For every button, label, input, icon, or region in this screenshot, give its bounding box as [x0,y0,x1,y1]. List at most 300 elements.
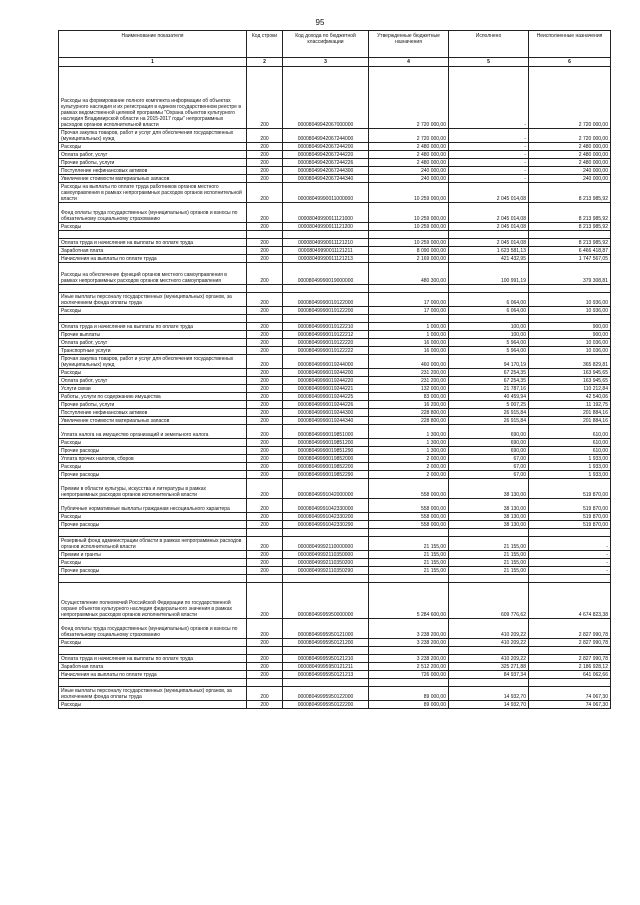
row-line-code: 200 [247,323,283,331]
spacer-cell [247,647,283,655]
row-approved: 2 000,00 [369,471,449,479]
row-line-code: 200 [247,499,283,513]
table-row [59,513,611,521]
spacer-row [59,575,611,583]
spacer-row [59,231,611,239]
spacer-cell [369,231,449,239]
row-executed: 5 964,00 [449,339,529,347]
table-row [59,331,611,339]
spacer-cell [449,529,529,537]
row-unexecuted: 240 000,00 [529,167,611,175]
row-unexecuted: - [529,567,611,575]
spacer-cell [529,679,611,687]
row-classification-code: 00008049990011121200 [283,223,369,231]
table-row [59,167,611,175]
row-line-code: 200 [247,671,283,679]
row-name: Расходы на формирование полного комплекта информации об объектах культурного наследия и их регистрация в едином государственном реестре в рамках ведомственной целевой программы "Охрана объектов культурного наследия Владимирской области на 2015-2017 годы" непрограммных расходов органов исполнительной власти [59,67,247,129]
row-executed: 67 254,35 [449,377,529,385]
row-classification-code: 00008049990019122212 [283,331,369,339]
column-number: 2 [247,58,283,67]
row-line-code: 200 [247,203,283,223]
header-indicator-name: Наименование показателя [59,31,247,58]
row-executed: 38 130,00 [449,513,529,521]
row-classification-code: 00008049942067244340 [283,175,369,183]
row-line-code: 200 [247,479,283,499]
row-unexecuted: 1 933,00 [529,463,611,471]
row-executed: 38 130,00 [449,479,529,499]
row-classification-code: 00008049942067244200 [283,143,369,151]
row-name: Оплата труда и начисления на выплаты по оплате труда [59,239,247,247]
column-number: 5 [449,58,529,67]
row-classification-code: 00008049995950121210 [283,655,369,663]
row-unexecuted: 2 480 000,00 [529,143,611,151]
table-row [59,247,611,255]
row-approved: 558 000,00 [369,513,449,521]
row-classification-code: 00008049990011121000 [283,203,369,223]
row-line-code: 200 [247,167,283,175]
row-line-code: 200 [247,701,283,709]
row-line-code: 200 [247,393,283,401]
row-classification-code: 00008049990019244220 [283,377,369,385]
row-name: Прочие работы, услуги [59,401,247,409]
table-row [59,687,611,701]
row-line-code: 200 [247,513,283,521]
row-classification-code: 00008049995950122000 [283,687,369,701]
row-approved: 2 480 000,00 [369,143,449,151]
row-unexecuted: 379 308,81 [529,263,611,285]
row-executed: 84 937,34 [449,671,529,679]
spacer-cell [59,679,247,687]
row-approved: 10 259 000,00 [369,203,449,223]
row-classification-code: 00008049995950121213 [283,671,369,679]
row-unexecuted: 8 213 985,92 [529,239,611,247]
row-executed: 38 130,00 [449,499,529,513]
row-unexecuted: 2 720 000,00 [529,129,611,143]
row-name: Премии в области культуры, искусства и литературы в рамках непрограммных расходов органов исполнительной власти [59,479,247,499]
row-executed: 2 045 014,08 [449,203,529,223]
row-line-code: 200 [247,151,283,159]
row-approved: 3 238 200,00 [369,655,449,663]
row-classification-code: 00008049990019122200 [283,307,369,315]
spacer-cell [529,315,611,323]
row-classification-code: 00008049991042330000 [283,499,369,513]
row-line-code: 200 [247,293,283,307]
row-unexecuted: 2 480 000,00 [529,151,611,159]
spacer-cell [283,315,369,323]
row-unexecuted: 519 870,00 [529,479,611,499]
table-row [59,223,611,231]
row-executed: 38 130,00 [449,521,529,529]
row-line-code: 200 [247,129,283,143]
row-executed: 21 155,00 [449,551,529,559]
row-approved: 2 720 000,00 [369,67,449,129]
table-row [59,479,611,499]
table-row [59,567,611,575]
row-classification-code: 00008049991042000000 [283,479,369,499]
row-executed: 2 045 014,08 [449,183,529,203]
row-unexecuted: 1 933,00 [529,471,611,479]
row-classification-code: 00008049992110000000 [283,537,369,551]
row-name: Услуги связи [59,385,247,393]
row-name: Осуществление полномочий Российской Федерации по государственной охране объектов культурного наследия федерального значения в рамках непрограммных расходов органов исполнительной власти [59,583,247,619]
row-approved: 1 300,00 [369,439,449,447]
table-row [59,151,611,159]
spacer-cell [449,575,529,583]
row-classification-code: 00008049991042330200 [283,513,369,521]
spacer-cell [283,529,369,537]
row-approved: 726 000,00 [369,671,449,679]
row-line-code: 200 [247,537,283,551]
row-executed: 21 155,00 [449,559,529,567]
table-row [59,323,611,331]
row-unexecuted: 641 062,66 [529,671,611,679]
spacer-cell [247,679,283,687]
spacer-cell [247,575,283,583]
header-unexecuted: Неисполненные назначения [529,31,611,58]
row-line-code: 200 [247,67,283,129]
spacer-cell [283,231,369,239]
row-name: Расходы [59,143,247,151]
row-executed: 26 915,84 [449,409,529,417]
spacer-cell [529,231,611,239]
row-name: Прочие расходы [59,567,247,575]
row-approved: 1 300,00 [369,425,449,439]
row-approved: 5 284 600,00 [369,583,449,619]
row-unexecuted: 42 540,06 [529,393,611,401]
row-approved: 21 155,00 [369,559,449,567]
spacer-cell [247,529,283,537]
row-approved: 16 000,00 [369,347,449,355]
table-row [59,701,611,709]
row-name: Прочие расходы [59,447,247,455]
spacer-cell [529,529,611,537]
row-line-code: 200 [247,401,283,409]
table-body [59,67,611,709]
row-unexecuted: 2 480 000,00 [529,159,611,167]
spacer-row [59,647,611,655]
row-line-code: 200 [247,183,283,203]
header-approved: Утвержденные бюджетные назначения [369,31,449,58]
row-unexecuted: 8 213 985,92 [529,203,611,223]
row-classification-code: 00008049942067244226 [283,159,369,167]
table-row [59,425,611,439]
row-classification-code: 00008049995950122200 [283,701,369,709]
table-row [59,369,611,377]
row-unexecuted: 11 192,75 [529,401,611,409]
row-classification-code: 00008049990019852200 [283,463,369,471]
row-executed: 14 932,70 [449,701,529,709]
row-executed: 26 915,84 [449,417,529,425]
spacer-cell [449,647,529,655]
row-executed: 6 064,00 [449,293,529,307]
spacer-cell [59,647,247,655]
row-name: Оплата труда и начисления на выплаты по оплате труда [59,323,247,331]
row-executed: 67,00 [449,455,529,463]
row-executed: 2 045 014,08 [449,239,529,247]
row-unexecuted: 1 747 567,05 [529,255,611,263]
row-executed: 5 964,00 [449,347,529,355]
row-executed: - [449,143,529,151]
row-unexecuted: 201 884,16 [529,417,611,425]
row-executed: - [449,151,529,159]
row-name: Увеличение стоимости материальных запасов [59,175,247,183]
row-unexecuted: 519 870,00 [529,513,611,521]
row-unexecuted: - [529,537,611,551]
row-classification-code: 00008049990011121213 [283,255,369,263]
row-classification-code: 00008049990019122210 [283,323,369,331]
row-approved: 8 090 000,00 [369,247,449,255]
spacer-cell [369,285,449,293]
row-unexecuted: 2 720 000,00 [529,67,611,129]
row-executed: 410 209,22 [449,655,529,663]
table-row [59,159,611,167]
row-executed: 410 209,22 [449,639,529,647]
row-name: Поступление нефинансовых активов [59,167,247,175]
row-name: Расходы [59,369,247,377]
row-name: Расходы [59,701,247,709]
row-line-code: 200 [247,263,283,285]
row-name: Расходы [59,223,247,231]
row-unexecuted: 74 067,30 [529,687,611,701]
row-name: Прочие выплаты [59,331,247,339]
row-line-code: 200 [247,307,283,315]
row-approved: 21 155,00 [369,551,449,559]
table-row [59,639,611,647]
row-name: Расходы [59,307,247,315]
spacer-cell [529,575,611,583]
row-line-code: 200 [247,551,283,559]
row-name: Начисления на выплаты по оплате труда [59,255,247,263]
row-line-code: 200 [247,417,283,425]
row-approved: 21 155,00 [369,567,449,575]
row-executed: 410 209,22 [449,619,529,639]
row-unexecuted: 2 827 990,78 [529,639,611,647]
column-number: 3 [283,58,369,67]
row-name: Прочая закупка товаров, работ и услуг для обеспечения государственных (муниципальных) нужд [59,355,247,369]
table-row [59,455,611,463]
row-line-code: 200 [247,355,283,369]
row-executed: 100 991,19 [449,263,529,285]
row-executed: 690,00 [449,439,529,447]
spacer-cell [247,315,283,323]
table-row [59,499,611,513]
row-classification-code: 00008049942067000000 [283,67,369,129]
spacer-cell [369,315,449,323]
row-classification-code: 00008049990019122000 [283,293,369,307]
table-row [59,377,611,385]
spacer-cell [283,647,369,655]
budget-execution-table [58,30,611,709]
row-name: Премии и гранты [59,551,247,559]
row-approved: 2 169 000,00 [369,255,449,263]
row-approved: 240 000,00 [369,175,449,183]
spacer-cell [247,231,283,239]
table-row [59,417,611,425]
spacer-cell [369,529,449,537]
row-classification-code: 00008049990011000000 [283,183,369,203]
table-row [59,203,611,223]
row-line-code: 200 [247,663,283,671]
header-executed: Исполнено [449,31,529,58]
row-name: Прочие работы, услуги [59,159,247,167]
row-unexecuted: 610,00 [529,425,611,439]
row-classification-code: 00008049990019852000 [283,455,369,463]
row-executed: 6 064,00 [449,307,529,315]
row-unexecuted: 900,00 [529,323,611,331]
row-executed: 21 155,00 [449,567,529,575]
table-row [59,175,611,183]
row-approved: 2 512 200,00 [369,663,449,671]
header-classification-code: Код дохода по бюджетной классификации [283,31,369,58]
row-approved: 558 000,00 [369,499,449,513]
row-classification-code: 00008049942067244220 [283,151,369,159]
row-line-code: 200 [247,239,283,247]
row-executed: - [449,159,529,167]
row-name: Поступление нефинансовых активов [59,409,247,417]
row-classification-code: 00008049942067244000 [283,129,369,143]
row-classification-code: 00008049990011121210 [283,239,369,247]
spacer-cell [369,647,449,655]
spacer-cell [59,315,247,323]
row-executed: 325 271,88 [449,663,529,671]
budget-execution-table-container [58,30,610,709]
row-executed: 2 045 014,08 [449,223,529,231]
spacer-cell [59,529,247,537]
row-name: Расходы [59,463,247,471]
table-row [59,559,611,567]
table-row [59,355,611,369]
row-approved: 89 000,00 [369,701,449,709]
row-executed: 100,00 [449,331,529,339]
row-line-code: 200 [247,143,283,151]
row-classification-code: 00008049990019851000 [283,425,369,439]
spacer-cell [283,575,369,583]
row-unexecuted: 10 036,00 [529,347,611,355]
row-executed: - [449,167,529,175]
row-executed: 94 170,19 [449,355,529,369]
row-line-code: 200 [247,521,283,529]
row-unexecuted: 519 870,00 [529,521,611,529]
row-executed: 67 254,35 [449,369,529,377]
row-line-code: 200 [247,455,283,463]
row-classification-code: 00008049992110350000 [283,551,369,559]
row-approved: 2 480 000,00 [369,151,449,159]
row-executed: 21 787,16 [449,385,529,393]
row-classification-code: 00008049991042330290 [283,521,369,529]
row-unexecuted: 6 466 418,87 [529,247,611,255]
row-line-code: 200 [247,175,283,183]
row-unexecuted: 365 829,81 [529,355,611,369]
spacer-cell [449,679,529,687]
row-line-code: 200 [247,687,283,701]
row-executed: 609 776,62 [449,583,529,619]
column-number-row [59,58,611,67]
row-unexecuted: 610,00 [529,439,611,447]
row-approved: 1 000,00 [369,331,449,339]
table-row [59,385,611,393]
row-unexecuted: 8 213 985,92 [529,183,611,203]
row-classification-code: 00008049990019851290 [283,447,369,455]
table-row [59,183,611,203]
row-name: Расходы [59,639,247,647]
row-approved: 17 000,00 [369,293,449,307]
row-executed: 1 623 581,13 [449,247,529,255]
row-unexecuted: 1 933,00 [529,455,611,463]
row-approved: 10 259 000,00 [369,239,449,247]
spacer-cell [449,231,529,239]
row-line-code: 200 [247,331,283,339]
table-row [59,583,611,619]
row-line-code: 200 [247,159,283,167]
row-name: Заработная плата [59,663,247,671]
table-row [59,339,611,347]
row-name: Прочие расходы [59,471,247,479]
spacer-cell [247,285,283,293]
table-row [59,263,611,285]
table-row [59,255,611,263]
spacer-cell [529,647,611,655]
row-unexecuted: 10 936,00 [529,293,611,307]
row-line-code: 200 [247,223,283,231]
row-line-code: 200 [247,583,283,619]
row-line-code: 200 [247,471,283,479]
row-classification-code: 00008049995950121211 [283,663,369,671]
row-unexecuted: 74 067,30 [529,701,611,709]
row-line-code: 200 [247,447,283,455]
row-unexecuted: 900,00 [529,331,611,339]
table-row [59,447,611,455]
row-line-code: 200 [247,639,283,647]
row-approved: 10 259 000,00 [369,183,449,203]
row-approved: 21 155,00 [369,537,449,551]
row-approved: 1 300,00 [369,447,449,455]
row-approved: 2 720 000,00 [369,129,449,143]
row-approved: 228 800,00 [369,417,449,425]
row-approved: 231 200,00 [369,377,449,385]
row-unexecuted: 610,00 [529,447,611,455]
row-line-code: 200 [247,425,283,439]
table-row [59,239,611,247]
row-executed: 690,00 [449,447,529,455]
spacer-cell [283,285,369,293]
row-name: Фонд оплаты труда государственных (муниципальных) органов и взносы по обязательному социальному страхованию [59,203,247,223]
spacer-row [59,679,611,687]
row-executed: 21 155,00 [449,537,529,551]
row-line-code: 200 [247,619,283,639]
row-unexecuted: 163 945,65 [529,369,611,377]
row-classification-code: 00008049990019122220 [283,339,369,347]
page-number: 95 [315,18,325,27]
row-approved: 17 000,00 [369,307,449,315]
row-executed: - [449,67,529,129]
spacer-cell [283,679,369,687]
row-classification-code: 00008049990019851200 [283,439,369,447]
row-executed: 100,00 [449,323,529,331]
row-classification-code: 00008049992110350200 [283,559,369,567]
row-classification-code: 00008049995950000000 [283,583,369,619]
row-approved: 558 000,00 [369,521,449,529]
spacer-cell [529,285,611,293]
row-line-code: 200 [247,439,283,447]
row-name: Прочая закупка товаров, работ и услуг для обеспечения государственных (муниципальных) нужд [59,129,247,143]
row-approved: 3 238 200,00 [369,619,449,639]
row-classification-code: 00008049990019244200 [283,369,369,377]
row-approved: 480 300,00 [369,263,449,285]
row-line-code: 200 [247,463,283,471]
row-name: Уплата налога на имущество организаций и земельного налога [59,425,247,439]
row-unexecuted: 110 212,84 [529,385,611,393]
row-name: Оплата работ, услуг [59,377,247,385]
